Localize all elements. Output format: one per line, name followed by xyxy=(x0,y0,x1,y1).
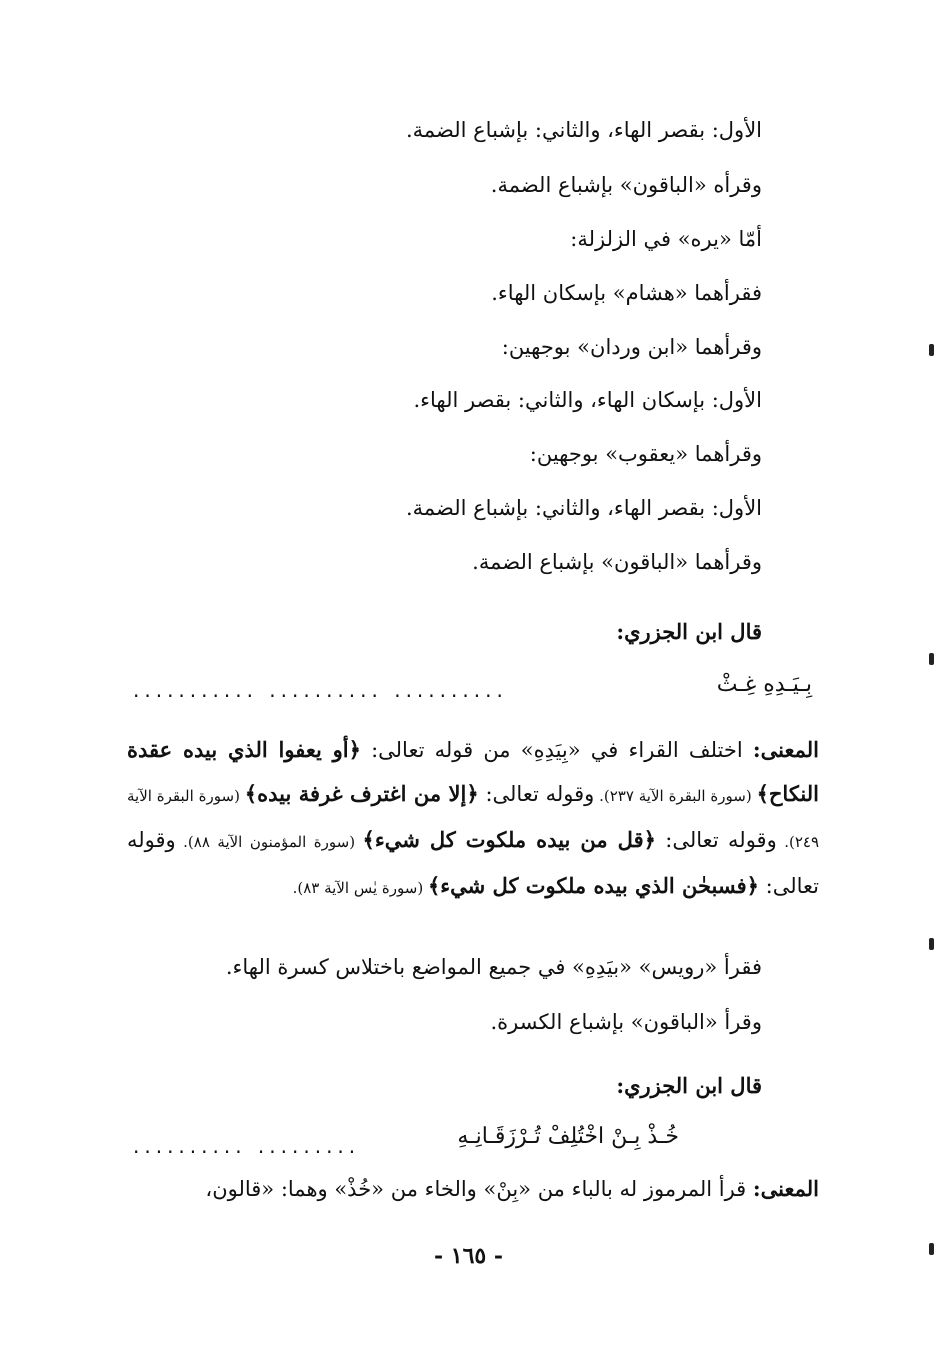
section-heading-1: قال ابن الجزري: xyxy=(616,619,762,644)
surah-reference: (سورة البقرة الآية ٢٣٧). xyxy=(594,787,757,805)
scan-edge-mark xyxy=(929,938,934,950)
meaning-text: قرأ المرموز له بالباء من «بِنْ» والخاء من «خُذْ» وهما: «قالون، xyxy=(205,1177,753,1201)
quran-quote: ﴿أو يعفوا الذي بيده عقدة النكاح﴾ xyxy=(127,737,819,806)
text-line-6: الأول: بإسكان الهاء، والثاني: بقصر الهاء. xyxy=(413,388,762,412)
meaning-label: المعنى: xyxy=(752,737,819,762)
verse-2-dots: .......... ......... xyxy=(133,1134,361,1158)
quran-quote: ﴿فسبحٰن الذي بيده ملكوت كل شيء﴾ xyxy=(427,873,759,898)
verse-1-dots: ........... .......... .......... xyxy=(133,678,508,702)
text-line-8: الأول: بقصر الهاء، والثاني: بإشباع الضمة. xyxy=(405,496,762,520)
text-line-7: وقرأهما «يعقوب» بوجهين: xyxy=(529,442,762,466)
surah-reference: (سورة يٰس الآية ٨٣). xyxy=(292,879,428,897)
text-line-2: وقرأه «الباقون» بإشباع الضمة. xyxy=(490,173,762,197)
meaning-text: اختلف القراء في «بِيَدِهِ» من قوله تعالى: xyxy=(360,738,753,762)
section-heading-2: قال ابن الجزري: xyxy=(616,1073,762,1098)
surah-reference: (سورة المؤمنون الآية ٨٨). xyxy=(175,833,363,851)
text-line-9: وقرأهما «الباقون» بإشباع الضمة. xyxy=(472,550,762,574)
meaning-text: وقوله تعالى: xyxy=(127,828,819,898)
scan-edge-mark xyxy=(929,344,934,356)
meaning-paragraph-1 xyxy=(127,728,819,910)
meaning-label: المعنى: xyxy=(752,1176,819,1201)
scan-edge-mark xyxy=(929,653,934,665)
verse-1: بِـيَـدِهِ غِـثْ xyxy=(716,672,812,697)
meaning-paragraph-2 xyxy=(130,1174,819,1204)
meaning-text: وقوله تعالى: xyxy=(478,782,595,806)
text-line-5: وقرأهما «ابن وردان» بوجهين: xyxy=(501,335,762,359)
text-line-baqun: وقرأ «الباقون» بإشباع الكسرة. xyxy=(490,1010,762,1034)
text-line-3: أمّا «يره» في الزلزلة: xyxy=(570,227,762,251)
quran-quote: ﴿قل من بيده ملكوت كل شيء﴾ xyxy=(362,827,656,852)
page-number: - ١٦٥ - xyxy=(433,1243,504,1269)
text-line-1: الأول: بقصر الهاء، والثاني: بإشباع الضمة. xyxy=(405,118,762,142)
surah-reference: (سورة البقرة الآية ٢٤٩). xyxy=(127,787,820,851)
verse-2: خُـذْ بِـنْ اخْتُلِفْ تُـرْزَقَـانِـهِ xyxy=(457,1124,679,1149)
text-line-4: فقرأهما «هشام» بإسكان الهاء. xyxy=(491,281,762,305)
quran-quote: ﴿إلا من اغترف غرفة بيده﴾ xyxy=(244,781,479,806)
text-line-rowais: فقرأ «رويس» «بيَدِهِ» في جميع المواضع باختلاس كسرة الهاء. xyxy=(225,955,762,979)
scan-edge-mark xyxy=(929,1243,934,1255)
meaning-text: وقوله تعالى: xyxy=(655,828,777,852)
